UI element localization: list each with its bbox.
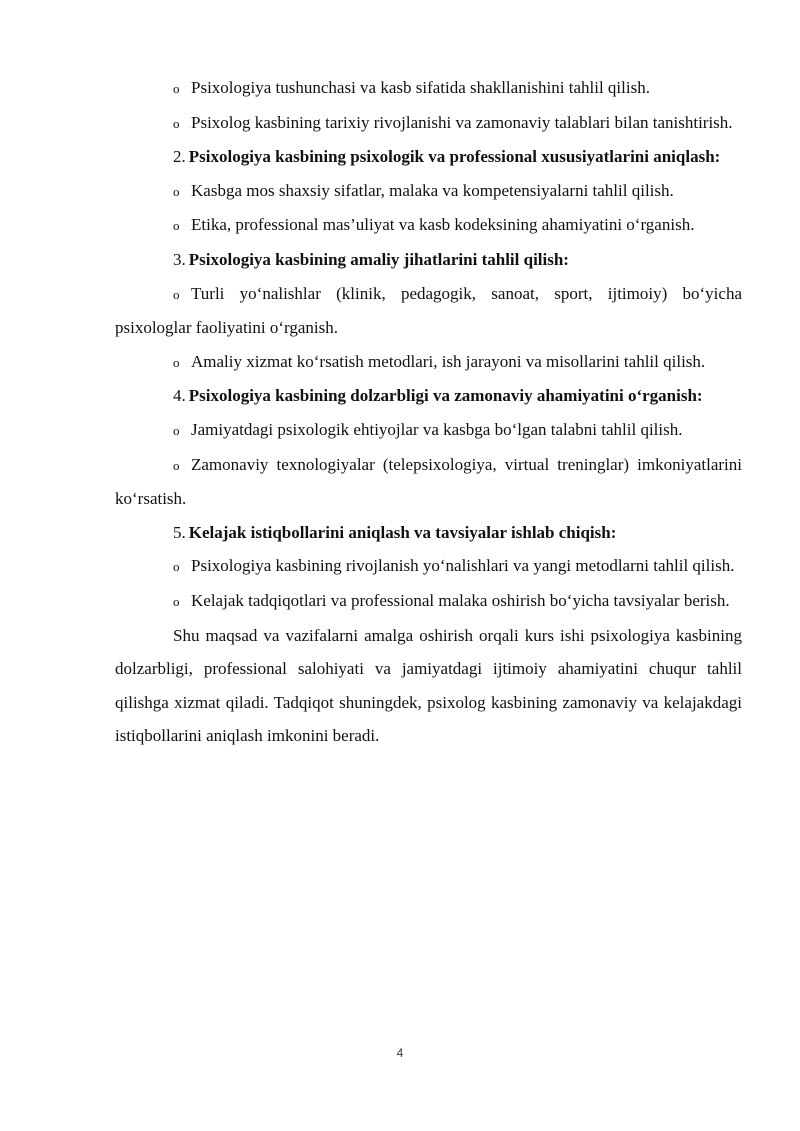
content-list <box>115 71 742 619</box>
bullet-text: Etika, professional mas’uliyat va kasb kodeksining ahamiyatini o‘rganish. <box>191 215 695 235</box>
bullet-item <box>115 277 742 345</box>
bullet-marker-icon: o <box>173 81 180 96</box>
bullet-item <box>115 448 742 516</box>
bullet-marker-icon: o <box>173 286 180 302</box>
bullet-text: Kasbga mos shaxsiy sifatlar, malaka va kompetensiyalarni tahlil qilish. <box>191 180 674 200</box>
numbered-heading <box>115 516 742 550</box>
bullet-item <box>115 345 742 380</box>
numbered-heading <box>115 140 742 174</box>
bullet-marker-icon: o <box>173 457 180 473</box>
bullet-text: Turli yo‘nalishlar (klinik, pedagogik, sanoat, sport, ijtimoiy) bo‘yicha psixologlar faoliyatini o‘rganish. <box>115 283 742 338</box>
bullet-text: Psixolog kasbining tarixiy rivojlanishi va zamonaviy talablari bilan tanishtirish. <box>191 112 733 132</box>
heading-text: Psixologiya kasbining dolzarbligi va zamonaviy ahamiyatini o‘rganish: <box>188 386 703 406</box>
bullet-text: Psixologiya kasbining rivojlanish yo‘nalishlari va yangi metodlarni tahlil qilish. <box>191 556 735 576</box>
bullet-marker-icon: o <box>173 115 180 131</box>
bullet-item <box>115 71 742 106</box>
document-page <box>115 71 742 753</box>
heading-number: 4. <box>173 386 186 406</box>
bullet-item <box>115 413 742 448</box>
bullet-text: Zamonaviy texnologiyalar (telepsixologiya, virtual treninglar) imkoniyatlarini ko‘rsatish. <box>115 454 742 509</box>
heading-number: 3. <box>173 249 186 269</box>
bullet-text: Kelajak tadqiqotlari va professional malaka oshirish bo‘yicha tavsiyalar berish. <box>191 590 730 610</box>
heading-text: Psixologiya kasbining amaliy jihatlarini tahlil qilish: <box>188 249 569 269</box>
bullet-marker-icon: o <box>173 422 180 438</box>
numbered-heading <box>115 379 742 413</box>
bullet-marker-icon: o <box>173 354 180 370</box>
bullet-marker-icon: o <box>173 593 180 609</box>
heading-number: 2. <box>173 147 186 167</box>
bullet-text: Amaliy xizmat ko‘rsatish metodlari, ish jarayoni va misollarini tahlil qilish. <box>191 351 706 371</box>
bullet-item <box>115 106 742 141</box>
numbered-heading <box>115 243 742 277</box>
heading-number: 5. <box>173 522 186 542</box>
closing-paragraph: Shu maqsad va vazifalarni amalga oshirish orqali kurs ishi psixologiya kasbining dolzarbligi, professional salohiyati va jamiyatdagi ijtimoiy ahamiyatini chuqur tahlil qilishga xizmat qiladi. Tadqiqot shuningdek, psixolog kasbining zamonaviy va kelajakdagi istiqbollarini aniqlash imkonini beradi. <box>115 625 742 746</box>
bullet-marker-icon: o <box>173 559 180 575</box>
page-number: 4 <box>396 1046 404 1060</box>
bullet-marker-icon: o <box>173 183 180 199</box>
bullet-item <box>115 208 742 243</box>
bullet-text: Psixologiya tushunchasi va kasb sifatida shakllanishini tahlil qilish. <box>191 78 650 97</box>
bullet-text: Jamiyatdagi psixologik ehtiyojlar va kasbga bo‘lgan talabni tahlil qilish. <box>191 419 683 439</box>
bullet-marker-icon: o <box>173 218 180 234</box>
bullet-item <box>115 174 742 209</box>
bullet-item <box>115 549 742 584</box>
bullet-item <box>115 584 742 619</box>
heading-text: Psixologiya kasbining psixologik va professional xususiyatlarini aniqlash: <box>188 147 721 167</box>
heading-text: Kelajak istiqbollarini aniqlash va tavsiyalar ishlab chiqish: <box>188 522 617 542</box>
